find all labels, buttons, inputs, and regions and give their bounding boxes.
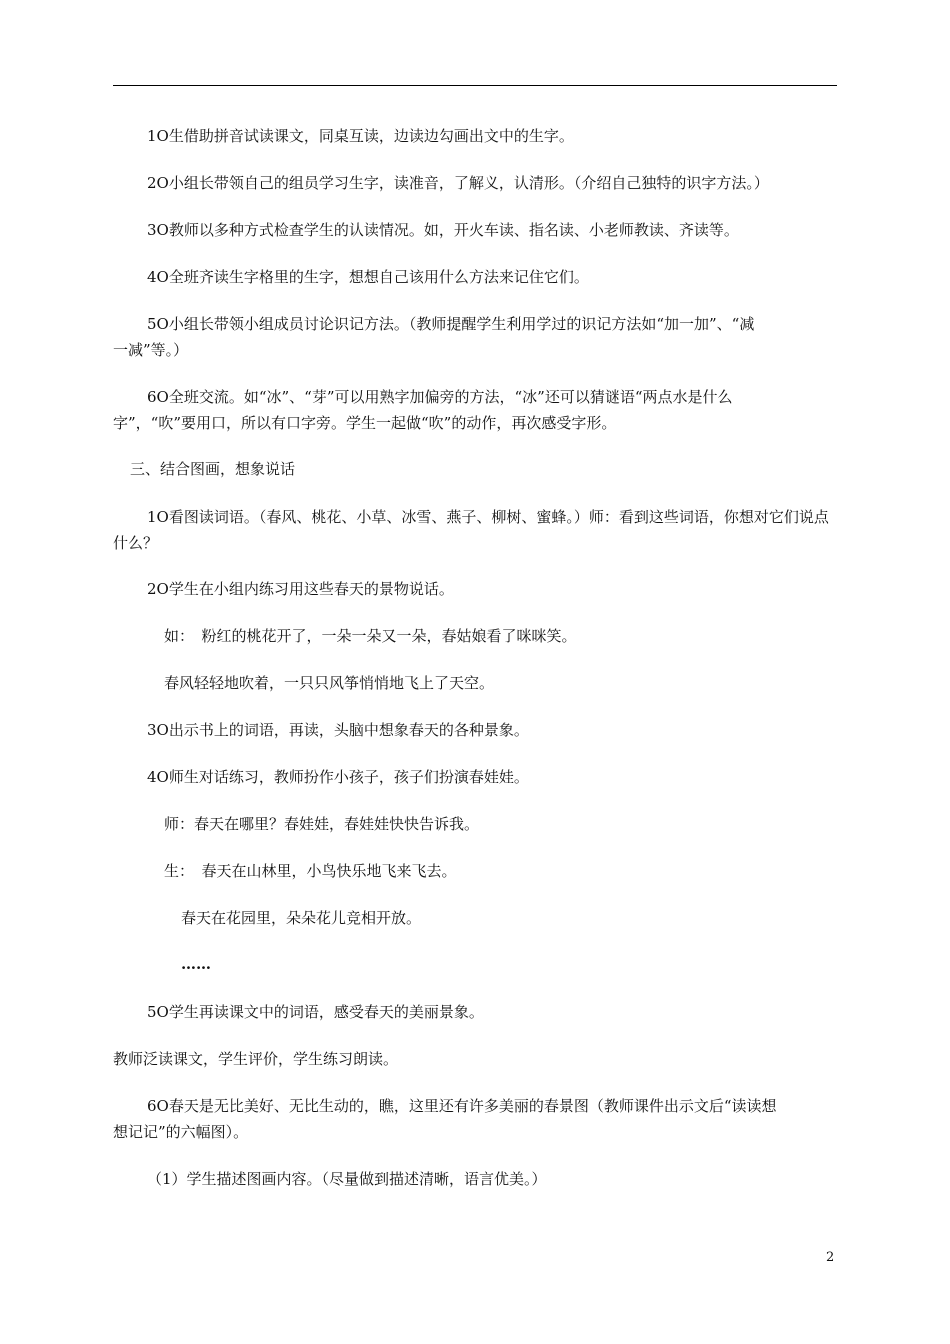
text-line: 一减”等。） xyxy=(113,341,189,359)
text-line: 师：春天在哪里？春娃娃，春娃娃快快告诉我。 xyxy=(164,815,480,833)
text-line: 6O全班交流。如“冰”、“芽”可以用熟字加偏旁的方法，“冰”还可以猜谜语“两点水是什么 xyxy=(147,388,733,406)
text-line: 2O学生在小组内练习用这些春天的景物说话。 xyxy=(147,580,454,598)
page-number: 2 xyxy=(826,1250,835,1265)
text-line: 字”，“吹”要用口，所以有口字旁。学生一起做“吹”的动作，再次感受字形。 xyxy=(113,414,617,432)
text-line: 想记记”的六幅图）。 xyxy=(113,1123,249,1141)
text-line: 1O看图读词语。（春风、桃花、小草、冰雪、燕子、柳树、蜜蜂。）师：看到这些词语，你想对它们说点 xyxy=(147,508,829,526)
ellipsis: …… xyxy=(181,955,211,973)
text-line: 3O出示书上的词语，再读，头脑中想象春天的各种景象。 xyxy=(147,721,529,739)
text-line: 1O生借助拼音试读课文，同桌互读，边读边勾画出文中的生字。 xyxy=(147,127,574,145)
text-line: 2O小组长带领自己的组员学习生字，读准音，了解义，认清形。（介绍自己独特的识字方法。） xyxy=(147,174,769,192)
section-heading: 三、结合图画，想象说话 xyxy=(130,460,296,478)
header-rule xyxy=(113,85,837,86)
text-line: 生： 春天在山林里，小鸟快乐地飞来飞去。 xyxy=(164,862,457,880)
text-line: 教师泛读课文，学生评价，学生练习朗读。 xyxy=(113,1050,399,1068)
text-line: （1）学生描述图画内容。（尽量做到描述清晰，语言优美。） xyxy=(147,1170,547,1188)
text-line: 春天在花园里，朵朵花儿竞相开放。 xyxy=(181,909,422,927)
text-line: 什么？ xyxy=(113,534,159,552)
text-line: 如： 粉红的桃花开了，一朵一朵又一朵，春姑娘看了咪咪笑。 xyxy=(164,627,577,645)
text-line: 春风轻轻地吹着，一只只风筝悄悄地飞上了天空。 xyxy=(164,674,495,692)
text-line: 4O师生对话练习，教师扮作小孩子，孩子们扮演春娃娃。 xyxy=(147,768,529,786)
text-line: 3O教师以多种方式检查学生的认读情况。如，开火车读、指名读、小老师教读、齐读等。 xyxy=(147,221,739,239)
text-line: 4O全班齐读生字格里的生字，想想自己该用什么方法来记住它们。 xyxy=(147,268,589,286)
text-line: 5O学生再读课文中的词语，感受春天的美丽景象。 xyxy=(147,1003,484,1021)
text-line: 5O小组长带领小组成员讨论识记方法。（教师提醒学生利用学过的识记方法如“加一加”、“减 xyxy=(147,315,755,333)
text-line: 6O春天是无比美好、无比生动的，瞧，这里还有许多美丽的春景图（教师课件出示文后“读读想 xyxy=(147,1097,777,1115)
